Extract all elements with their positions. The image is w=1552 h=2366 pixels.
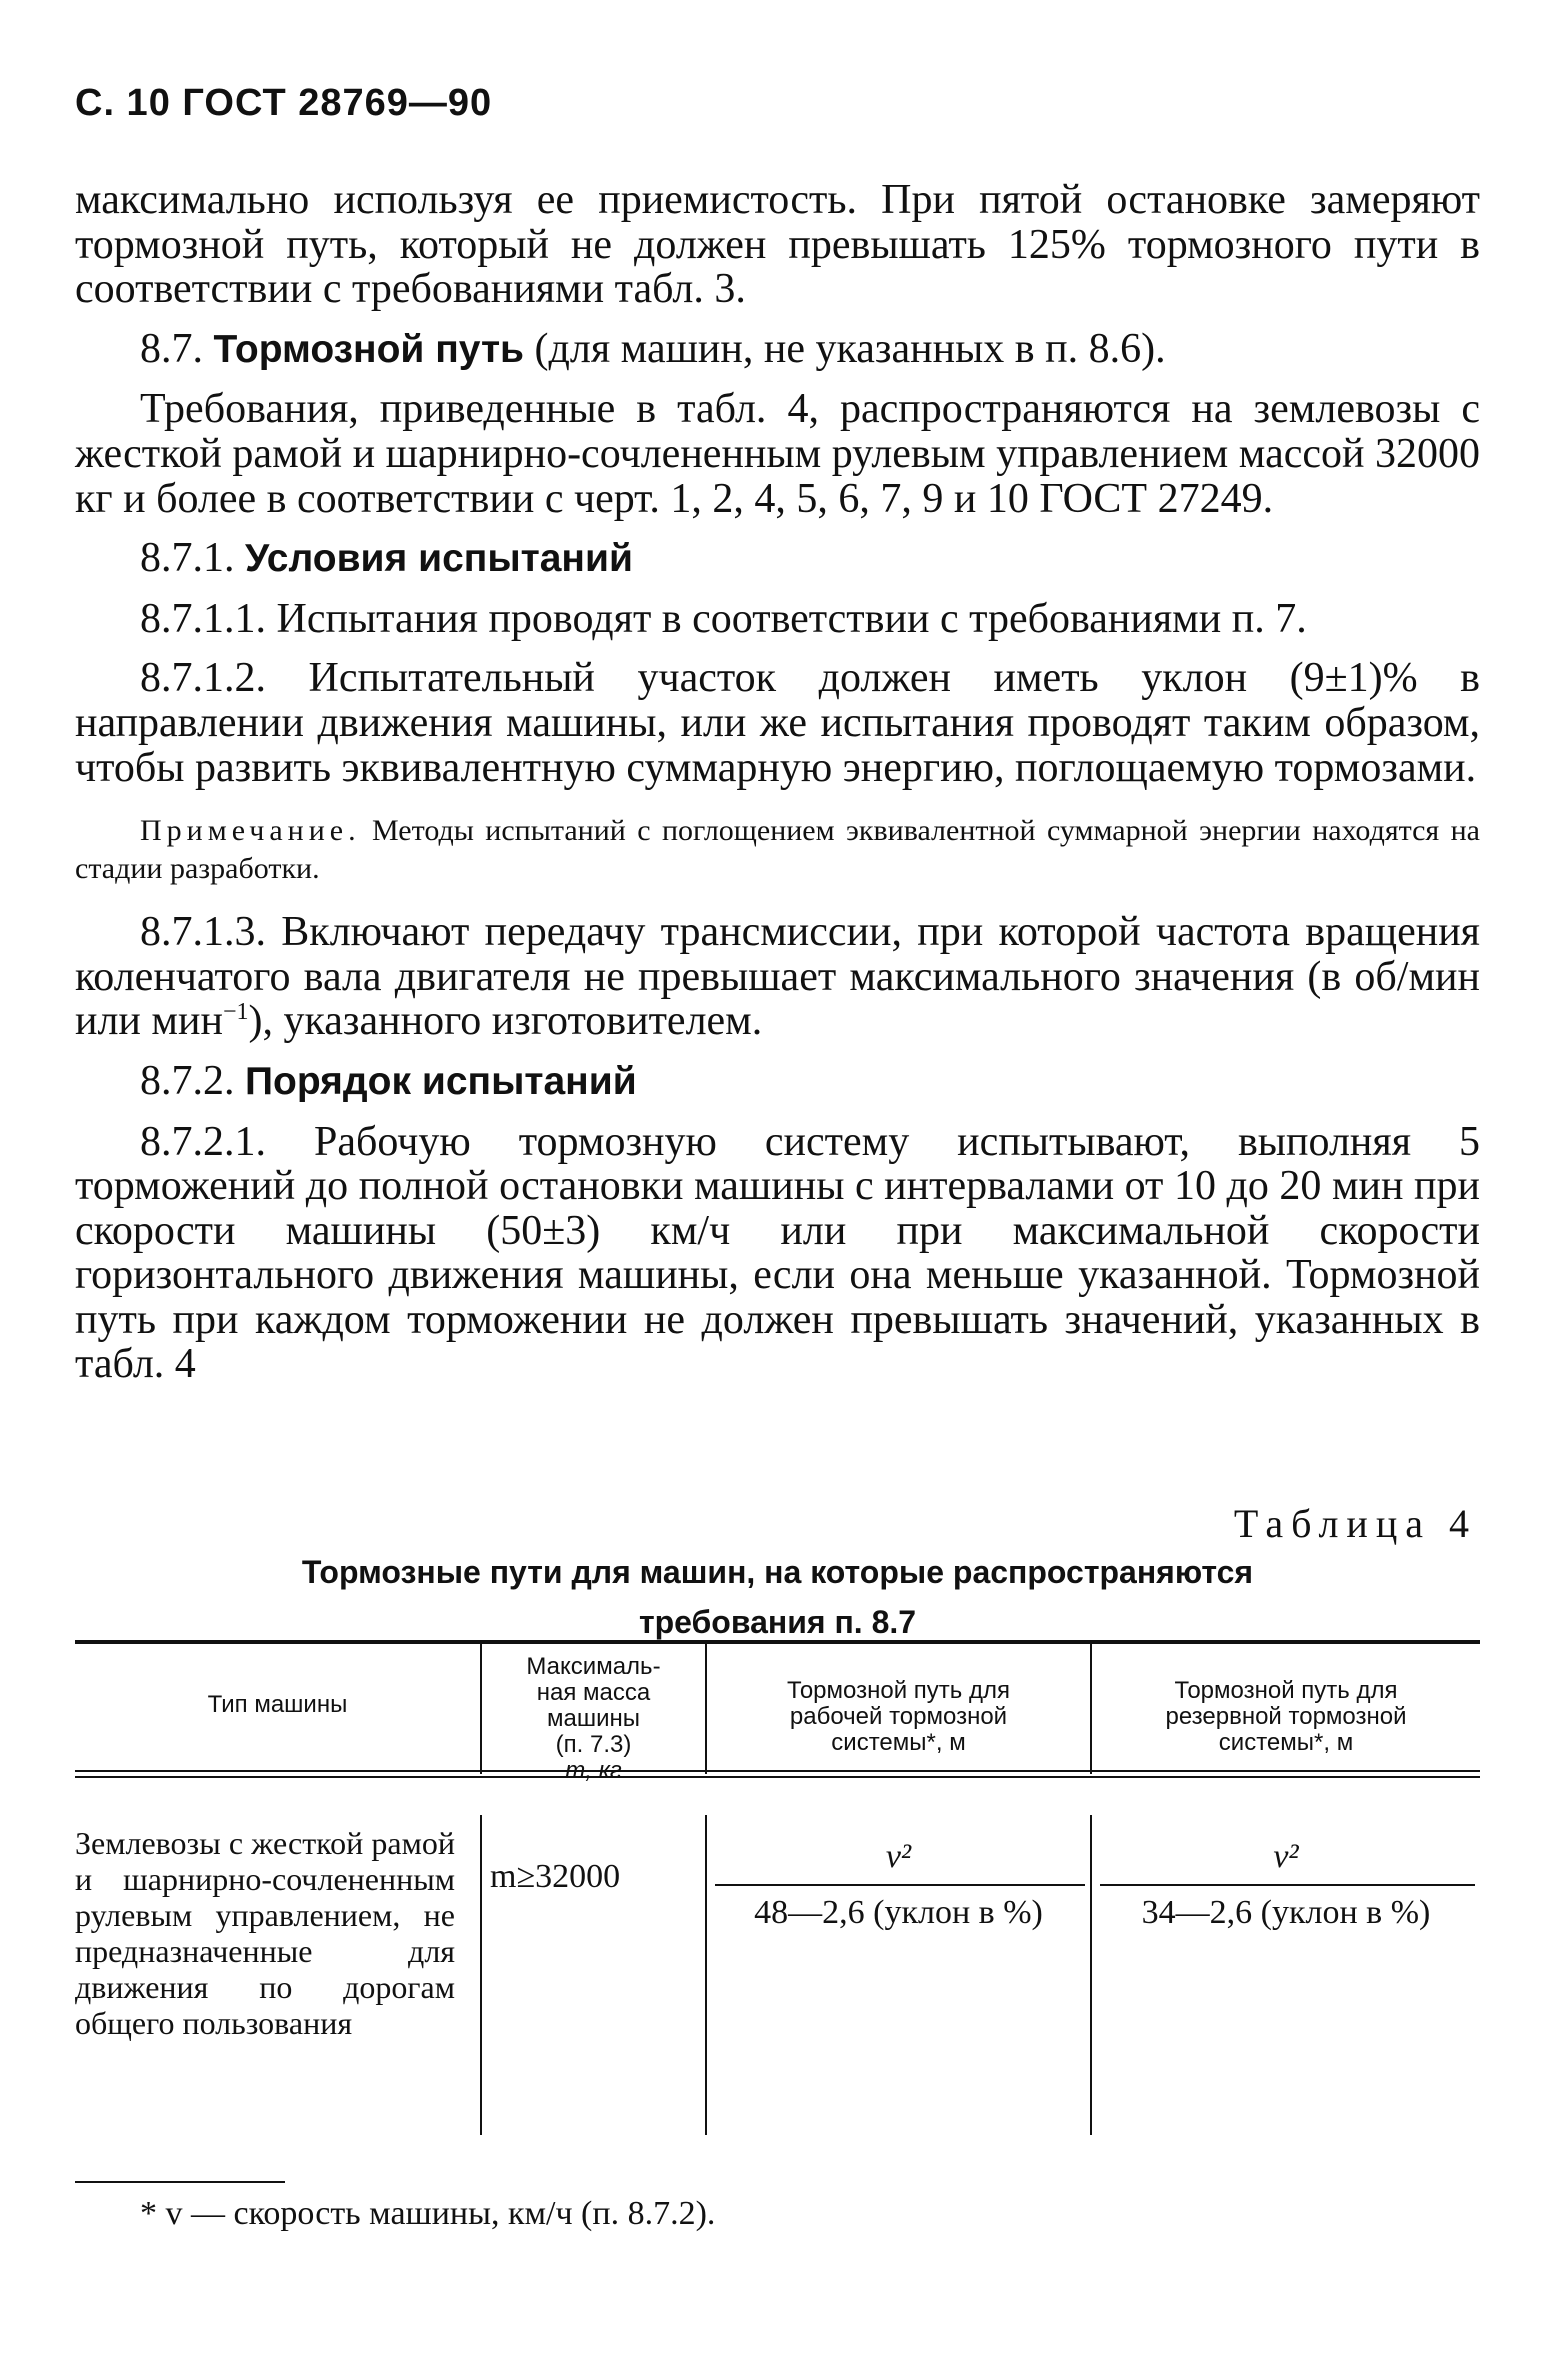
- superscript: −1: [222, 999, 249, 1026]
- cell-machine-type: Землевозы с жесткой рамой и шарнирно-сочлененным рулевым управлением, не предназначенные для движения по дорогам общего пользования: [75, 1825, 455, 2041]
- section-heading-rest: (для машин, не указанных в п. 8.6).: [534, 325, 1166, 372]
- header-machine-type: Тип машины: [207, 1691, 348, 1718]
- header-reserve-brake: [1092, 1678, 1480, 1756]
- work-formula-denominator: 48—2,6 (уклон в %): [754, 1894, 1043, 1931]
- body-text: [75, 178, 1480, 1387]
- brake-distance-table: [75, 1640, 1480, 2145]
- header-line: Максималь-: [526, 1653, 661, 1680]
- table-title-line: Тормозные пути для машин, на которые распространяются: [301, 1554, 1254, 1590]
- paragraph-8-7-1-3: [75, 910, 1480, 1044]
- cell-mass: m≥32000: [490, 1858, 621, 1895]
- header-line: системы*, м: [1218, 1729, 1354, 1756]
- header-line: ная масса: [536, 1679, 651, 1706]
- section-heading: Порядок испытаний: [245, 1059, 637, 1103]
- work-formula-bar: [715, 1884, 1085, 1886]
- section-number: 8.7.: [140, 325, 203, 372]
- section-8-7-title: [75, 327, 1480, 373]
- note: [75, 812, 1480, 888]
- section-number: 8.7.2.: [140, 1057, 235, 1104]
- header-work-brake: [707, 1678, 1090, 1756]
- col-divider: [480, 1815, 482, 2135]
- work-formula-numerator: v²: [885, 1838, 912, 1875]
- reserve-formula-numerator: v²: [1273, 1838, 1299, 1875]
- footnote: * v — скорость машины, км/ч (п. 8.7.2).: [140, 2195, 716, 2232]
- paragraph-8-7-2-1: 8.7.2.1. Рабочую тормозную систему испытывают, выполняя 5 торможений до полной остановки машины с интервалами от 10 до 20 мин при скорости машины (50±3) км/ч или при максимальной скорости горизонтального движения машины, если она меньше указанной. Тормозной путь при каждом торможении не должен превышать значений, указанных в табл. 4: [75, 1118, 1480, 1388]
- header-line: резервной тормозной: [1165, 1703, 1407, 1730]
- paragraph-text-end: ), указанного изготовителем.: [248, 998, 763, 1045]
- section-8-7-1-title: [75, 536, 1480, 582]
- section-heading: Тормозной путь: [213, 327, 525, 371]
- header-line: системы*, м: [831, 1729, 966, 1756]
- paragraph-text: 8.7.1.3. Включают передачу трансмиссии, при которой частота вращения коленчатого вала двигателя не превышает максимального значения (в об/мин или мин: [75, 909, 1480, 1045]
- header-line: Тормозной путь для: [787, 1677, 1010, 1704]
- reserve-formula-denominator: 34—2,6 (уклон в %): [1141, 1894, 1431, 1931]
- paragraph-0: максимально используя ее приемистость. При пятой остановке замеряют тормозной путь, который не должен превышать 125% тормозного пути в соответствии с требованиями табл. 3.: [75, 177, 1480, 313]
- header-mass: [482, 1654, 705, 1784]
- footnote-rule: [75, 2181, 285, 2183]
- table-header-rule: [75, 1770, 1480, 1772]
- section-8-7-2-title: [75, 1059, 1480, 1105]
- note-text: Методы испытаний с поглощением эквивалентной суммарной энергии находятся на стадии разработки.: [75, 814, 1480, 886]
- header-line: рабочей тормозной: [789, 1703, 1008, 1730]
- paragraph-8-7-1-1: 8.7.1.1. Испытания проводят в соответствии с требованиями п. 7.: [140, 595, 1307, 642]
- header-line: Тормозной путь для: [1174, 1677, 1398, 1704]
- table-caption: Таблица 4: [1233, 1501, 1477, 1546]
- table-title-line: требования п. 8.7: [638, 1604, 917, 1640]
- table-top-rule: [75, 1640, 1480, 1644]
- page-header: С. 10 ГОСТ 28769—90: [75, 82, 493, 124]
- note-label: Примечание.: [140, 814, 361, 848]
- section-heading: Условия испытаний: [245, 537, 633, 581]
- section-number: 8.7.1.: [140, 535, 235, 582]
- header-line: m, кг: [565, 1757, 622, 1784]
- paragraph-requirements: Требования, приведенные в табл. 4, распространяются на землевозы с жесткой рамой и шарнирно-сочлененным рулевым управлением массой 32000 кг и более в соответствии с черт. 1, 2, 4, 5, 6, 7, 9 и 10 ГОСТ 27249.: [75, 386, 1480, 522]
- header-line: машины: [546, 1705, 640, 1732]
- header-line: (п. 7.3): [555, 1731, 632, 1758]
- reserve-formula-bar: [1100, 1884, 1475, 1886]
- paragraph-8-7-1-2: 8.7.1.2. Испытательный участок должен иметь уклон (9±1)% в направлении движения машины, или же испытания проводят таким образом, чтобы развить эквивалентную суммарную энергию, поглощаемую тормозами.: [75, 655, 1480, 791]
- table-header-rule: [75, 1776, 1480, 1778]
- table-title: [75, 1547, 1480, 1647]
